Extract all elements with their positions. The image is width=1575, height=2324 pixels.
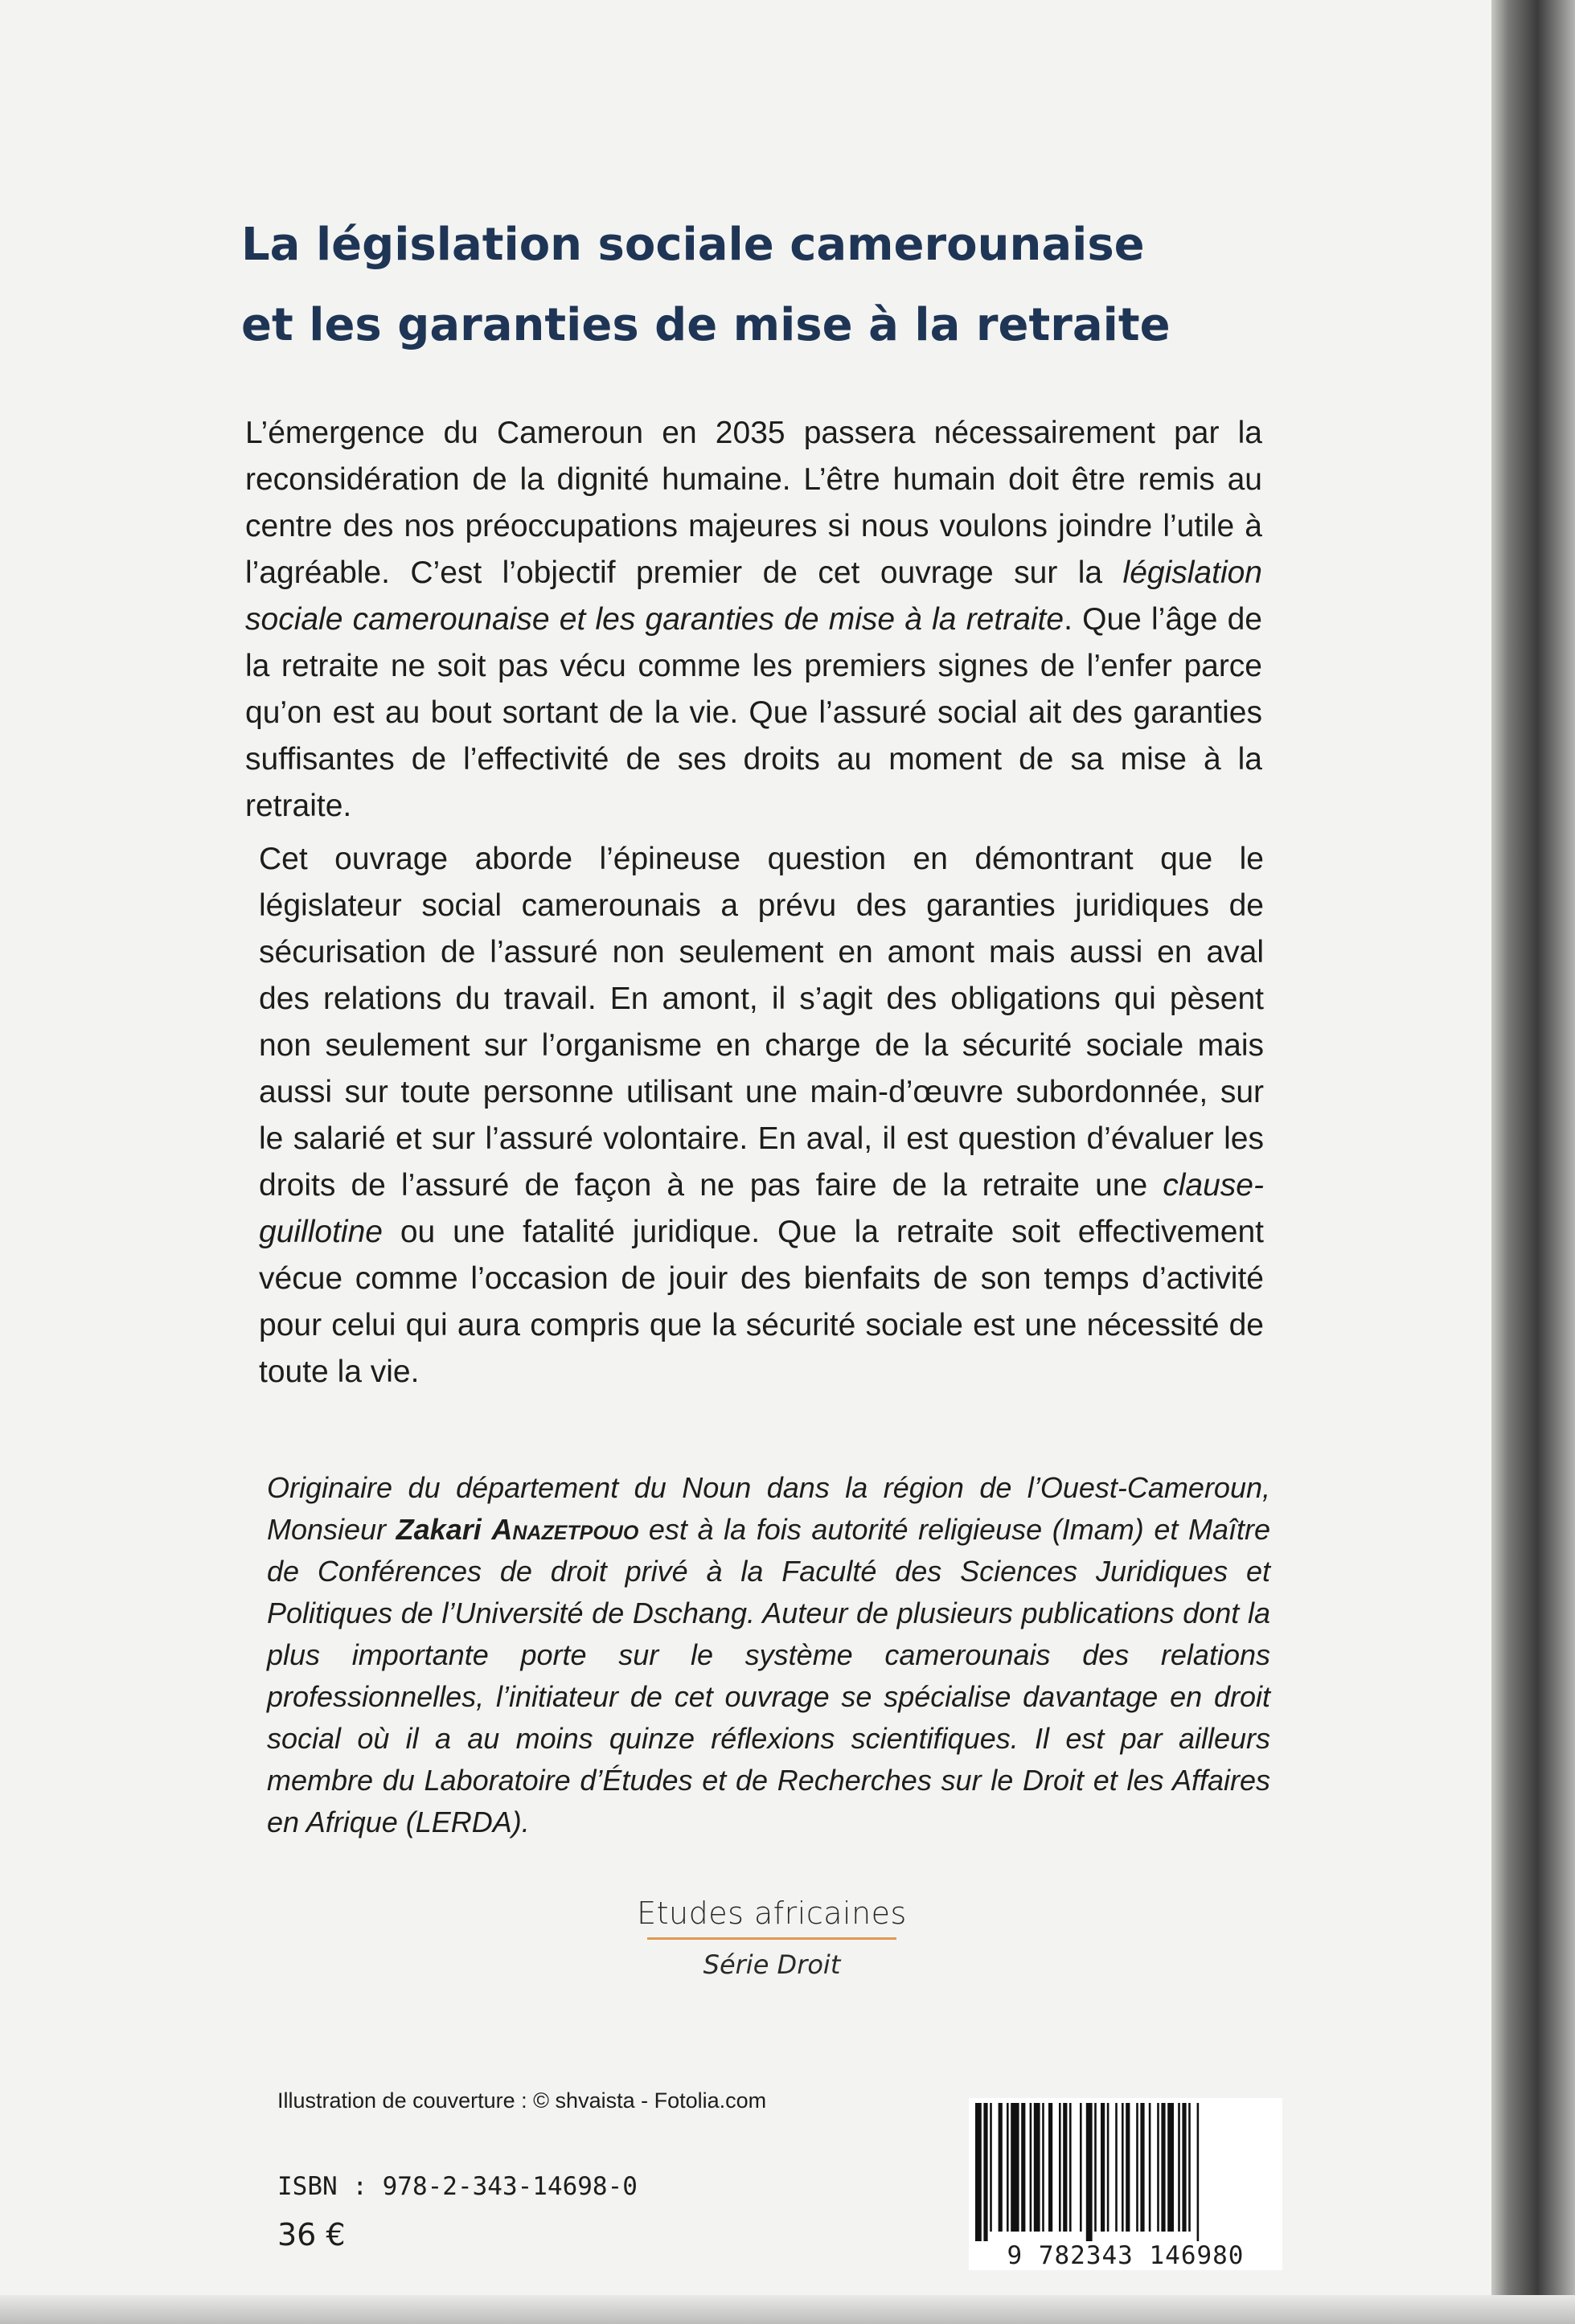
- price: 36 €: [277, 2217, 346, 2252]
- author-last-name: Anazetpouo: [491, 1513, 639, 1546]
- barcode-bar: [1197, 2103, 1200, 2241]
- barcode-bar: [1069, 2103, 1072, 2232]
- barcode-bar: [990, 2103, 992, 2232]
- summary-text: Cet ouvrage aborde l’épineuse question en démontrant que le législateur social camerounais a prévu des garanties juridiques de sécurisation de l’assuré non seulement en amont mais aussi en aval des relations du travail. En amont, il s’agit des obligations qui pèsent non seulement sur l’organisme en charge de la sécurité sociale mais aussi sur toute personne utilisant une main-d’œuvre subordonnée, sur le salarié et sur l’assuré volontaire. En aval, il est question d’évaluer les droits de l’assuré de façon à ne pas faire de la retraite une: [259, 842, 1264, 1203]
- barcode-bar: [1021, 2103, 1025, 2232]
- page-edge-shadow: [1491, 0, 1575, 2324]
- summary-italic-title: législation sociale camerounaise et les garanties de mise à la retraite: [245, 555, 1262, 637]
- isbn: ISBN : 978-2-343-14698-0: [277, 2172, 638, 2201]
- summary-paragraph-2: [259, 836, 1264, 1396]
- page-bottom-edge: [0, 2295, 1575, 2324]
- barcode-bar: [1140, 2103, 1144, 2232]
- summary-italic-term: clause-guillotine: [259, 1168, 1264, 1249]
- summary-paragraph-1: [245, 410, 1262, 830]
- barcode-bar: [1086, 2103, 1093, 2241]
- barcode-bar: [1149, 2103, 1151, 2232]
- title-line-1: La législation sociale camerounaise: [241, 219, 1145, 271]
- author-bio-text: Originaire du département du Noun dans la région de l’Ouest-Cameroun, Monsieur: [267, 1471, 1270, 1546]
- barcode-bar: [1115, 2103, 1118, 2232]
- barcode-bar: [1178, 2103, 1180, 2232]
- series-logo: [595, 1896, 949, 1980]
- series-name: Etudes africaines: [637, 1896, 907, 1931]
- author-first-name: Zakari: [396, 1513, 482, 1546]
- author-bio: [267, 1467, 1270, 1843]
- barcode: [969, 2098, 1282, 2270]
- barcode-bar: [1182, 2103, 1186, 2232]
- summary-text: . Que l’âge de la retraite ne soit pas vécu comme les premiers signes de l’enfer parce qu’on est au bout sortant de la vie. Que l’assuré social ait des garanties suffisantes de l’effectivité de ses droits au moment de sa mise à la retraite.: [245, 602, 1262, 823]
- barcode-bar: [1048, 2103, 1052, 2232]
- barcode-bar: [1063, 2103, 1067, 2232]
- barcode-bar: [1094, 2103, 1097, 2232]
- barcode-bar: [1007, 2103, 1009, 2232]
- barcode-bar: [1157, 2103, 1159, 2232]
- barcode-bar: [1188, 2103, 1191, 2232]
- barcode-bar: [1101, 2103, 1105, 2232]
- series-subtitle: Série Droit: [703, 1949, 841, 1980]
- barcode-bar: [1030, 2103, 1032, 2232]
- barcode-bar: [1136, 2103, 1138, 2232]
- barcode-bar: [1107, 2103, 1109, 2232]
- barcode-bar: [1059, 2103, 1061, 2232]
- barcode-bar: [1161, 2103, 1165, 2232]
- cover-illustration-credit: Illustration de couverture : © shvaista - Fotolia.com: [277, 2088, 767, 2113]
- barcode-number: 9 782343 146980: [969, 2241, 1282, 2270]
- barcode-bar: [975, 2103, 982, 2241]
- barcode-bar: [1034, 2103, 1040, 2232]
- barcode-bar: [1080, 2103, 1082, 2232]
- book-title: [241, 205, 1286, 366]
- summary-text: L’émergence du Cameroun en 2035 passera nécessairement par la reconsidération de la dignité humaine. L’être humain doit être remis au centre des nos préoccupations majeures si nous voulons joindre l’utile à l’agréable. C’est l’objectif premier de cet ouvrage sur la: [245, 416, 1262, 590]
- title-line-2: et les garanties de mise à la retraite: [241, 299, 1171, 351]
- series-divider: [647, 1937, 896, 1940]
- barcode-bar: [1042, 2103, 1044, 2232]
- barcode-bar: [999, 2103, 1003, 2232]
- barcode-bar: [1167, 2103, 1174, 2232]
- summary-text: ou une fatalité juridique. Que la retraite soit effectivement vécue comme l’occasion de jouir des bienfaits de son temps d’activité pour celui qui aura compris que la sécurité sociale est une nécessité de toute la vie.: [259, 1215, 1264, 1389]
- barcode-bar: [1122, 2103, 1124, 2232]
- barcode-bar: [1011, 2103, 1019, 2232]
- barcode-bars-icon: [969, 2098, 1282, 2241]
- barcode-bar: [983, 2103, 987, 2241]
- barcode-bar: [1126, 2103, 1130, 2232]
- author-bio-text: est à la fois autorité religieuse (Imam) et Maître de Conférences de droit privé à la Faculté des Sciences Juridiques et Politiques de l’Université de Dschang. Auteur de plusieurs publications dont la plus importante porte sur le système camerounais des relations professionnelles, l’initiateur de cet ouvrage se spécialise davantage en droit social où il a au moins quinze réflexions scientifiques. Il est par ailleurs membre du Laboratoire d’Études et de Recherches sur le Droit et les Affaires en Afrique (LERDA).: [267, 1513, 1271, 1838]
